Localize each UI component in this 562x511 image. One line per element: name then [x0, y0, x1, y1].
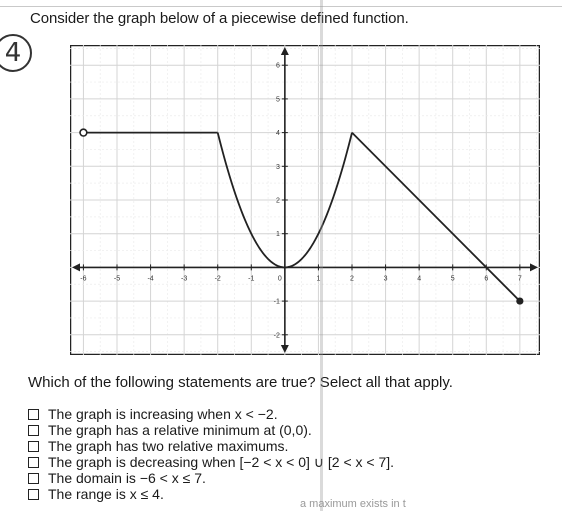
x-tick-label: 1: [316, 275, 321, 283]
x-tick-label: -3: [181, 275, 188, 283]
page-fold-shadow: [320, 0, 323, 511]
x-tick-label: -1: [248, 275, 255, 283]
question-text: Consider the graph below of a piecewise defined function.: [30, 10, 409, 27]
option-label: The domain is −6 < x ≤ 7.: [48, 470, 206, 486]
checkbox[interactable]: [28, 409, 39, 420]
checkbox[interactable]: [28, 489, 39, 500]
option-label: The graph is decreasing when [−2 < x < 0] ∪ [2 < x < 7].: [48, 454, 395, 470]
x-tick-label: 5: [450, 275, 455, 283]
prompt-text: Which of the following statements are true? Select all that apply.: [28, 374, 453, 391]
question-number: 4: [0, 34, 32, 72]
x-tick-label: 3: [383, 275, 388, 283]
option-4[interactable]: [28, 454, 394, 470]
option-label: The graph is increasing when x < −2.: [48, 406, 278, 422]
y-tick-label: 3: [275, 163, 280, 171]
option-label: The range is x ≤ 4.: [48, 486, 164, 502]
piecewise-graph: [70, 45, 540, 355]
x-tick-label: 7: [517, 275, 522, 283]
y-tick-label: -1: [273, 298, 280, 306]
y-tick-label: 5: [275, 96, 280, 104]
x-tick-label: -4: [147, 275, 154, 283]
y-tick-label: 2: [275, 197, 280, 205]
divider: [0, 6, 562, 7]
checkbox[interactable]: [28, 457, 39, 468]
checkbox[interactable]: [28, 441, 39, 452]
closed-endpoint: [516, 297, 523, 304]
x-tick-label: 6: [484, 275, 489, 283]
y-tick-label: 4: [275, 130, 280, 138]
x-tick-label: 2: [350, 275, 354, 283]
x-tick-label: -2: [214, 275, 221, 283]
y-tick-label: 6: [275, 62, 280, 70]
option-2[interactable]: [28, 422, 394, 438]
y-tick-label: 1: [275, 231, 280, 239]
open-endpoint: [80, 129, 87, 136]
checkbox[interactable]: [28, 425, 39, 436]
checkbox[interactable]: [28, 473, 39, 484]
option-3[interactable]: [28, 438, 394, 454]
option-1[interactable]: [28, 406, 394, 422]
options-list: [28, 406, 394, 502]
footer-fragment: a maximum exists in t: [300, 498, 406, 510]
x-tick-label: -6: [80, 275, 87, 283]
option-5[interactable]: [28, 470, 394, 486]
x-tick-label: -5: [113, 275, 121, 283]
x-tick-label: 0: [277, 275, 282, 283]
option-label: The graph has two relative maximums.: [48, 438, 289, 454]
x-tick-label: 4: [417, 275, 422, 283]
y-tick-label: -2: [273, 332, 280, 340]
option-label: The graph has a relative minimum at (0,0).: [48, 422, 312, 438]
